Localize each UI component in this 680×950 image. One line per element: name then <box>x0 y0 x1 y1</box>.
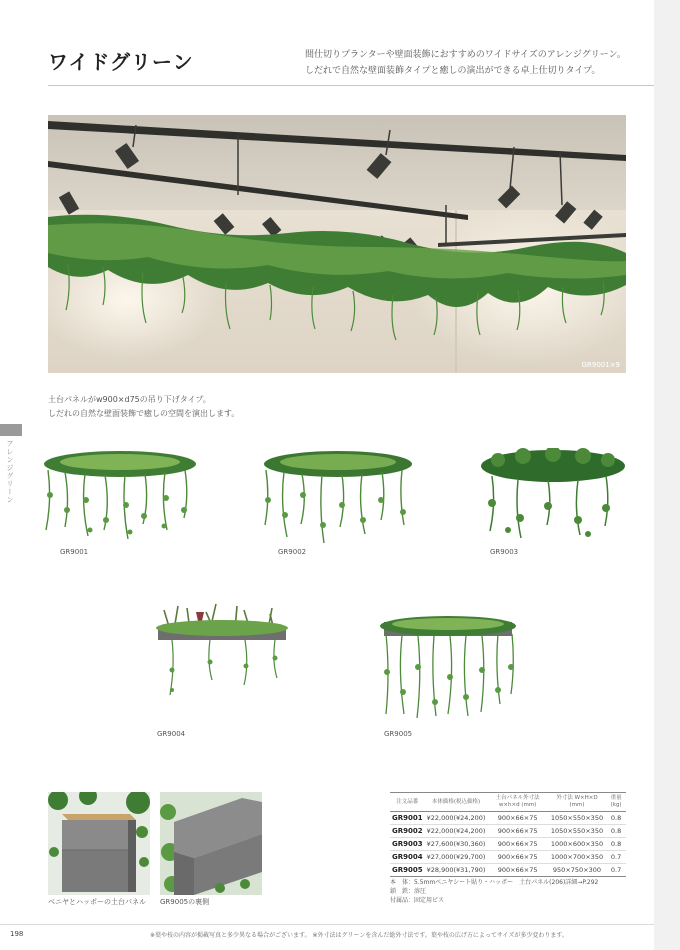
description-line: 土台パネルがw900×d75の吊り下げタイプ。 <box>48 395 211 404</box>
column-header: 本体価格(税込価格) <box>425 793 488 812</box>
outer-size-cell: 950×750×300 <box>548 864 606 877</box>
price-cell: ¥27,000(¥29,700) <box>425 851 488 864</box>
page-edge-strip <box>654 0 680 950</box>
product-image-gr9002 <box>260 450 415 545</box>
product-code-cell: GR9004 <box>390 851 425 864</box>
table-row <box>390 825 626 838</box>
product-image-gr9003 <box>478 448 628 543</box>
outer-size-cell: 1050×550×350 <box>548 812 606 825</box>
weight-cell: 0.8 <box>606 838 626 851</box>
title-divider <box>48 85 654 86</box>
product-code-label: GR9005 <box>384 730 413 738</box>
panel-size-cell: 900×66×75 <box>487 838 547 851</box>
product-code-cell: GR9002 <box>390 825 425 838</box>
table-row <box>390 851 626 864</box>
column-header: 土台パネル外寸法 w×h×d (mm) <box>487 793 547 812</box>
base-panel-illustration <box>48 792 150 895</box>
intro-line: 間仕切りプランターや壁面装飾におすすめのワイドサイズのアレンジグリーン。 <box>305 50 626 60</box>
column-header: 外寸法 W×H×D (mm) <box>548 793 606 812</box>
weight-cell: 0.8 <box>606 825 626 838</box>
note-line: 付属品：固定用ビス <box>390 897 445 904</box>
trailing-greenery-illustration <box>260 450 415 545</box>
note-line: 本 体：5.5mmベニヤシート貼り・ハッポー 土台パネル(206)詳細→P.292 <box>390 879 599 886</box>
outer-size-cell: 1000×600×350 <box>548 838 606 851</box>
intro-line: しだれで自然な壁面装飾タイプと癒しの演出ができる卓上仕切りタイプ。 <box>305 66 601 76</box>
outer-size-cell: 1000×700×350 <box>548 851 606 864</box>
product-code-label: GR9004 <box>157 730 186 738</box>
detail-photo-base-panel <box>48 792 150 895</box>
note-line: 鎖 鉄：溶圧 <box>390 888 427 895</box>
product-code-cell: GR9005 <box>390 864 425 877</box>
panel-size-cell: 900×66×75 <box>487 825 547 838</box>
weight-cell: 0.8 <box>606 812 626 825</box>
intro-text <box>305 47 645 79</box>
tabletop-greenery-illustration <box>150 600 295 705</box>
page-number: 198 <box>10 930 24 938</box>
category-tab-marker <box>0 424 22 436</box>
trailing-greenery-illustration <box>40 450 200 545</box>
product-image-gr9001 <box>40 450 200 545</box>
detail-caption: GR9005の裏側 <box>160 898 210 906</box>
hero-illustration <box>48 115 626 373</box>
table-row <box>390 864 626 877</box>
panel-size-cell: 900×66×75 <box>487 864 547 877</box>
product-image-gr9005 <box>378 612 518 724</box>
table-row <box>390 838 626 851</box>
page-title: ワイドグリーン <box>48 50 194 74</box>
panel-size-cell: 900×66×75 <box>487 851 547 864</box>
column-header: 重量 (kg) <box>606 793 626 812</box>
material-notes <box>390 878 598 905</box>
price-cell: ¥27,600(¥30,360) <box>425 838 488 851</box>
footer-divider <box>0 924 654 925</box>
hero-caption: GR9001×9 <box>581 361 620 369</box>
detail-caption: ベニヤとハッポーの土台パネル <box>48 898 146 906</box>
table-row <box>390 812 626 825</box>
price-cell: ¥22,000(¥24,200) <box>425 825 488 838</box>
product-code-label: GR9003 <box>490 548 519 556</box>
price-cell: ¥28,900(¥31,790) <box>425 864 488 877</box>
product-code-label: GR9001 <box>60 548 89 556</box>
spec-table <box>390 792 626 877</box>
description-line: しだれの自然な壁面装飾で癒しの空間を演出します。 <box>48 409 240 418</box>
outer-size-cell: 1050×550×350 <box>548 825 606 838</box>
product-code-label: GR9002 <box>278 548 307 556</box>
category-side-label: アレンジグリーン <box>6 440 14 504</box>
weight-cell: 0.7 <box>606 864 626 877</box>
spec-table-header-row <box>390 793 626 812</box>
detail-photo-back-side <box>160 792 262 895</box>
product-code-cell: GR9001 <box>390 812 425 825</box>
hero-photo <box>48 115 626 373</box>
trailing-greenery-illustration <box>478 448 628 543</box>
description-text <box>48 393 239 421</box>
product-image-gr9004 <box>150 600 295 705</box>
panel-back-illustration <box>160 792 262 895</box>
column-header: 注文品番 <box>390 793 425 812</box>
price-cell: ¥22,000(¥24,200) <box>425 812 488 825</box>
footer-note: ※葉や枝の内容が掲載写真と多少異なる場合がございます。 ※外寸法はグリーンを含んだ総外寸法です。葉や枝の広げ方によってサイズが多少変わります。 <box>150 932 568 939</box>
trailing-greenery-illustration <box>378 612 518 724</box>
panel-size-cell: 900×66×75 <box>487 812 547 825</box>
weight-cell: 0.7 <box>606 851 626 864</box>
product-code-cell: GR9003 <box>390 838 425 851</box>
